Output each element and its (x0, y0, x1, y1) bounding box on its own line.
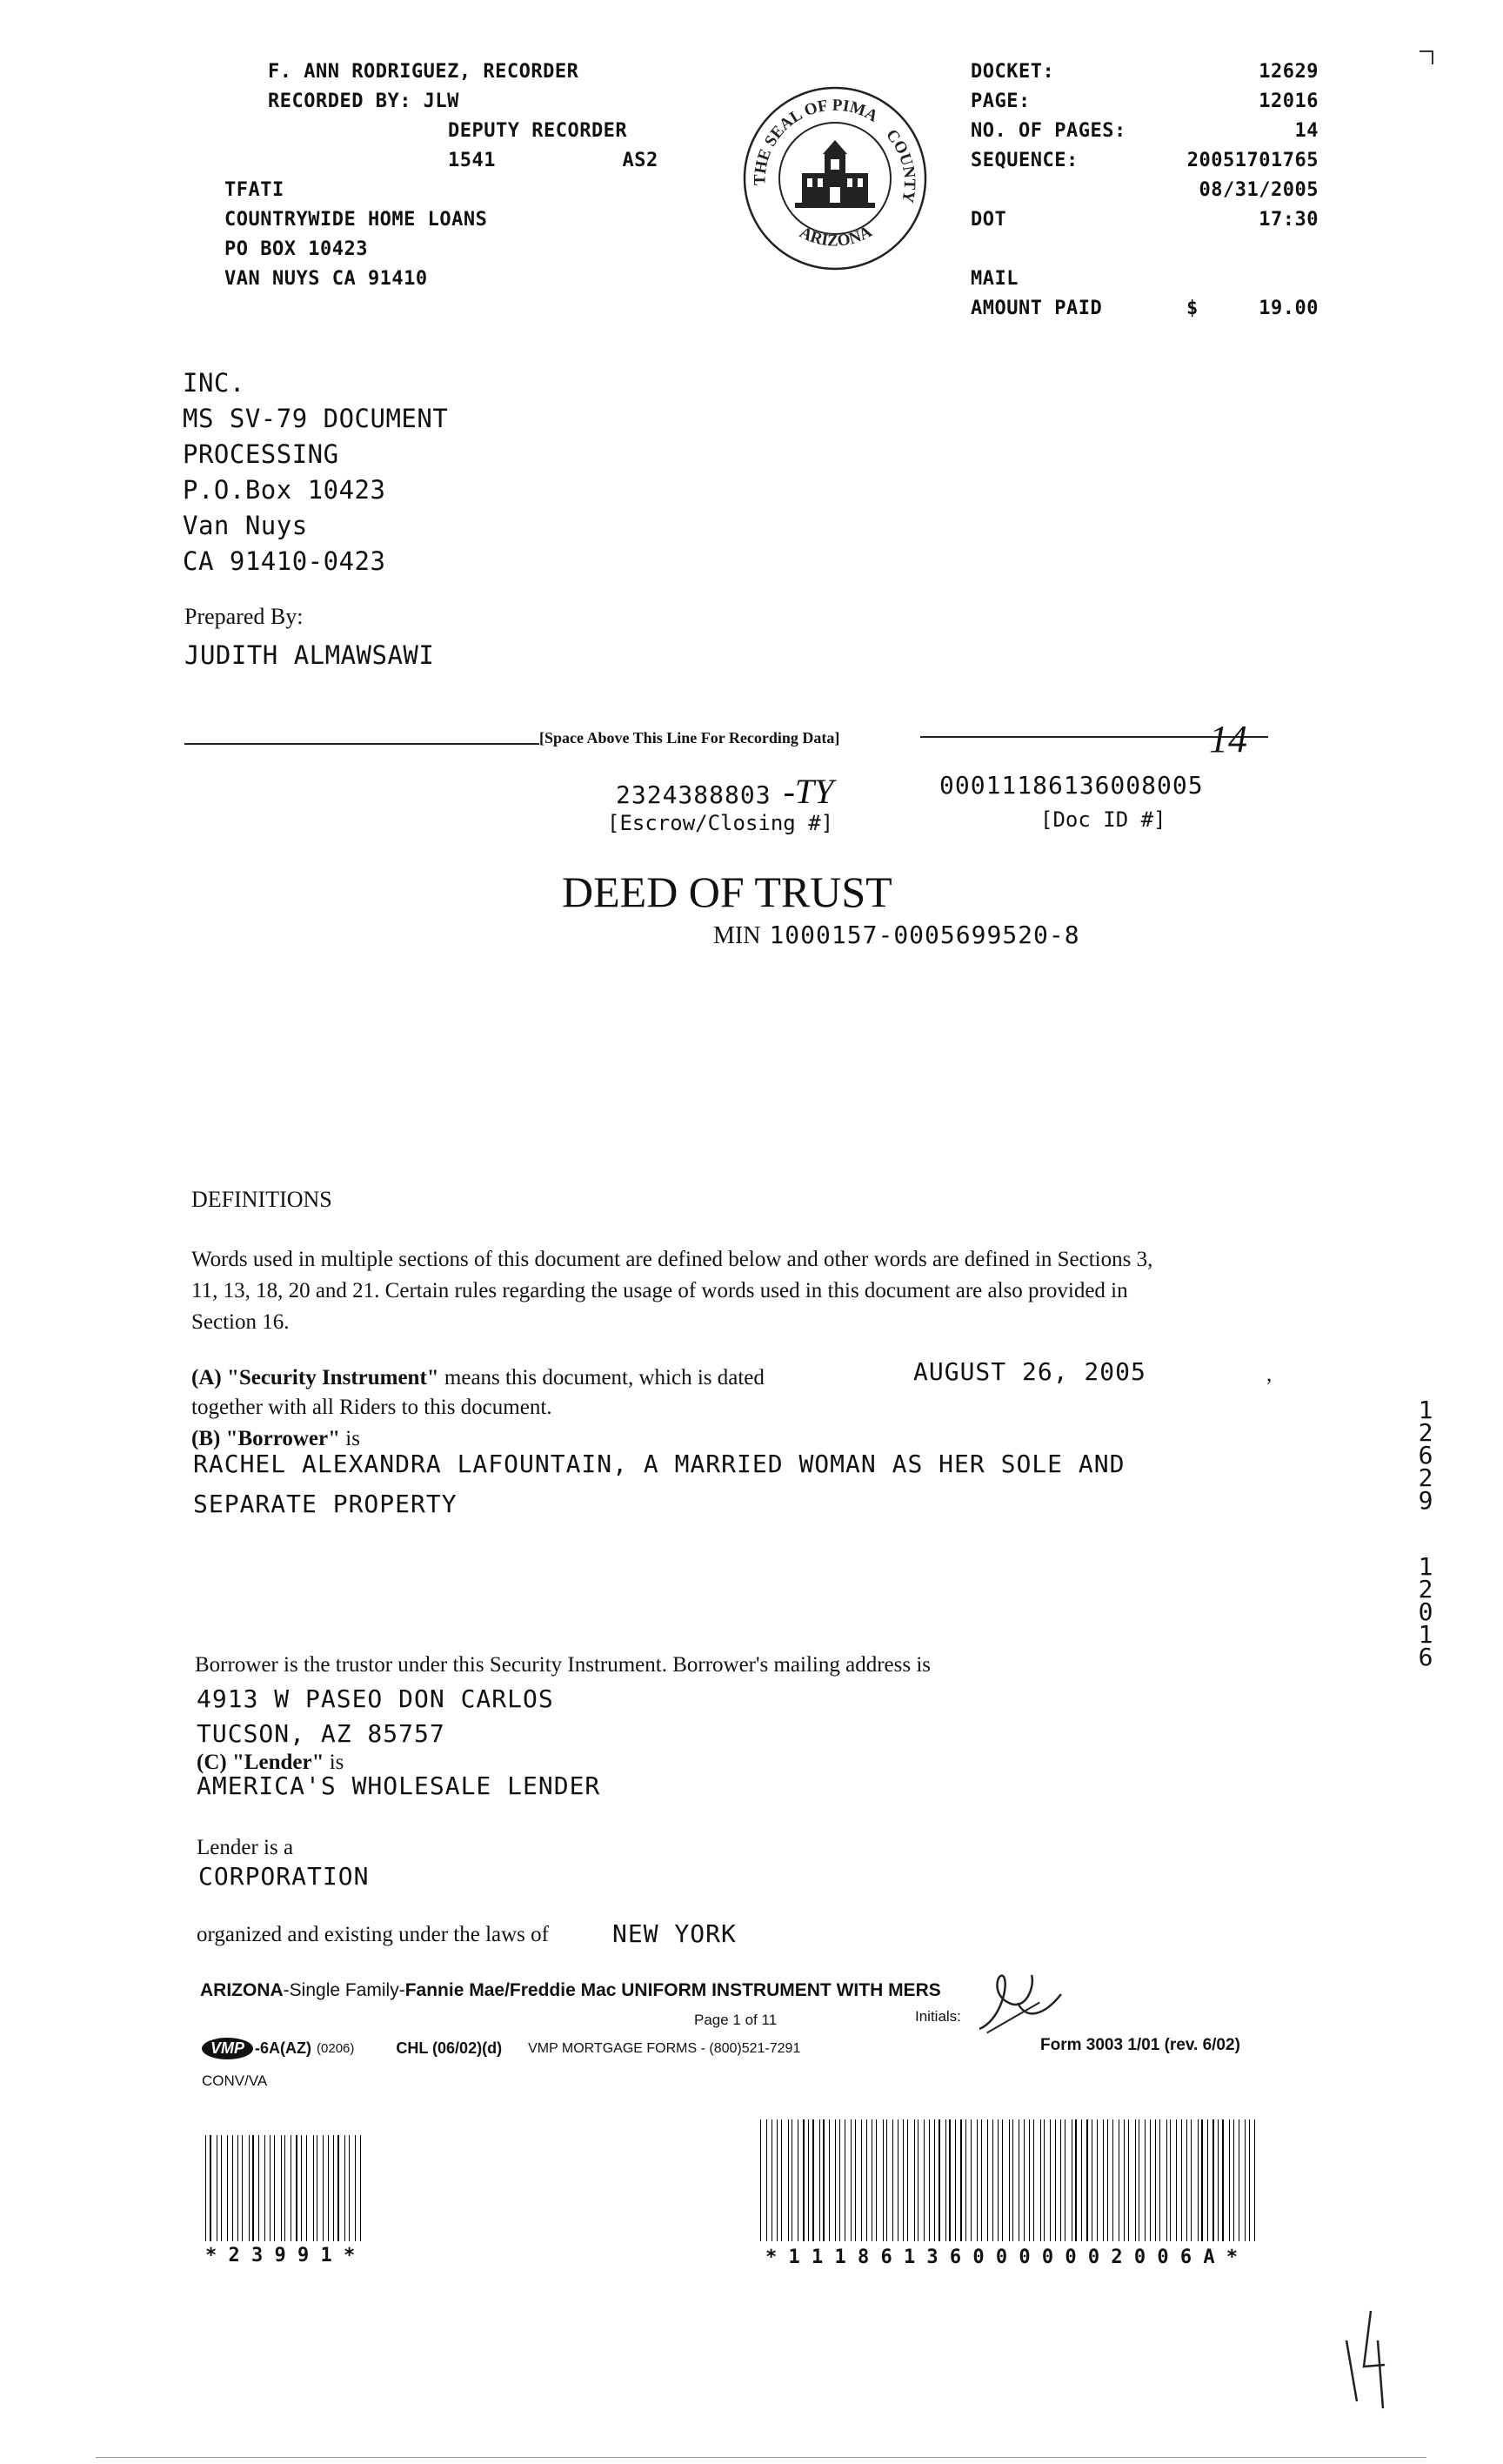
barcode-bar (1047, 2119, 1049, 2241)
barcode-bar (781, 2119, 782, 2241)
barcode-bar (1215, 2119, 1217, 2241)
recorder-name: F. ANN RODRIGUEZ, RECORDER (268, 61, 579, 83)
barcode-bar (208, 2135, 209, 2241)
form-number: Form 3003 1/01 (rev. 6/02) (1040, 2036, 1240, 2054)
barcode-bar (878, 2119, 880, 2241)
barcode-bar (1131, 2119, 1132, 2241)
return-line-4: P.O.Box 10423 (183, 475, 386, 505)
form-title-state: ARIZONA (200, 1980, 284, 2000)
signature-icon (974, 1968, 1070, 2038)
barcode-bar (330, 2135, 331, 2241)
return-line-2: MS SV-79 DOCUMENT (183, 404, 449, 433)
doc-id-label: [Doc ID #] (1040, 807, 1166, 832)
barcode-bar (1201, 2119, 1202, 2241)
barcode-bar (352, 2135, 354, 2241)
barcode-bar (1206, 2119, 1207, 2241)
barcode-bar (320, 2135, 322, 2241)
submitter-city: VAN NUYS CA 91410 (224, 268, 428, 290)
barcode-bar (789, 2119, 790, 2241)
barcode-bar (971, 2119, 972, 2241)
barcode-bar (874, 2119, 875, 2241)
barcode-bar (1097, 2119, 1098, 2241)
amount-row (971, 294, 1319, 324)
barcode-bar (1162, 2119, 1164, 2241)
lender-type: CORPORATION (198, 1862, 370, 1891)
barcode-bar (981, 2119, 982, 2241)
barcode-bar (823, 2119, 824, 2241)
barcode-bar (1024, 2119, 1025, 2241)
return-line-5: Van Nuys (183, 511, 308, 540)
barcode-bar (1041, 2119, 1042, 2241)
barcode-bar (992, 2119, 993, 2241)
definition-b-label: (B) "Borrower" (191, 1427, 340, 1450)
barcode-bar (795, 2119, 797, 2241)
barcode-bar (969, 2119, 970, 2241)
barcode-bar (272, 2135, 273, 2241)
recording-data (971, 57, 1319, 324)
barcode-bar (221, 2135, 222, 2241)
barcode-bar (1183, 2119, 1185, 2241)
lender-state: NEW YORK (612, 1919, 737, 1948)
delivery-method: MAIL (971, 268, 1019, 290)
recorder-code-1: 1541 (448, 150, 496, 171)
pages-label: NO. OF PAGES: (971, 120, 1126, 142)
escrow-suffix: -TY (783, 772, 834, 811)
barcode-bar (989, 2119, 990, 2241)
barcode-right (760, 2119, 1261, 2241)
handwritten-page-count: 14 (1209, 718, 1247, 760)
barcode-left-text: * 2 3 9 9 1 * (205, 2245, 356, 2266)
doc-type: DOT (971, 209, 1007, 231)
deputy-recorder: DEPUTY RECORDER (448, 120, 628, 142)
barcode-bar (960, 2119, 961, 2241)
barcode-bar (779, 2119, 780, 2241)
definition-c-is: is (329, 1751, 344, 1774)
pages-row (971, 117, 1319, 146)
definition-a-riders: together with all Riders to this document. (191, 1396, 552, 1419)
barcode-bar (760, 2119, 761, 2241)
chl-code: CHL (06/02)(d) (396, 2039, 503, 2057)
barcode-bar (805, 2119, 807, 2241)
recorder-code-2: AS2 (622, 150, 658, 171)
escrow-number: 2324388803 (616, 780, 772, 809)
barcode-bar (266, 2135, 268, 2241)
barcode-bar (958, 2119, 959, 2241)
barcode-bar (1221, 2119, 1222, 2241)
barcode-bar (921, 2119, 923, 2241)
sequence-label: SEQUENCE: (971, 150, 1079, 171)
barcode-bar (274, 2135, 275, 2241)
barcode-bar (1036, 2119, 1038, 2241)
corner-mark (1420, 50, 1433, 64)
borrower-address-1: 4913 W PASEO DON CARLOS (197, 1684, 554, 1713)
document-title: DEED OF TRUST (562, 867, 892, 916)
docket-value: 12629 (1259, 61, 1319, 83)
barcode-bar (1150, 2119, 1151, 2241)
barcode-bar (890, 2119, 892, 2241)
barcode-bar (1222, 2119, 1223, 2241)
svg-text:ARIZONA (797, 223, 875, 251)
barcode-bar (324, 2135, 325, 2241)
barcode-bar (1099, 2119, 1101, 2241)
barcode-bar (847, 2119, 849, 2241)
barcode-bar (773, 2119, 775, 2241)
amount-label: AMOUNT PAID (971, 298, 1103, 319)
vmp-logo-icon: VMP (202, 2038, 253, 2059)
trustor-text: Borrower is the trustor under this Security Instrument. Borrower's mailing address is (195, 1653, 932, 1677)
barcode-bar (931, 2119, 932, 2241)
barcode-bar (1193, 2119, 1195, 2241)
barcode-bar (1159, 2119, 1160, 2241)
page-bottom-edge (96, 2457, 1426, 2458)
barcode-bar (1245, 2119, 1246, 2241)
barcode-bar (1089, 2119, 1091, 2241)
seal-right-text: COUNTY (882, 125, 918, 204)
borrower-line-1: RACHEL ALEXANDRA LAFOUNTAIN, A MARRIED WOMAN AS HER SOLE AND (193, 1450, 1126, 1478)
seal-bottom-text: ARIZONA (796, 222, 875, 251)
return-line-3: PROCESSING (183, 439, 339, 469)
borrower-address-2: TUCSON, AZ 85757 (197, 1719, 445, 1748)
barcode-bar (242, 2135, 243, 2241)
barcode-bar (910, 2119, 912, 2241)
barcode-bar (963, 2119, 965, 2241)
intro-line-1: Words used in multiple sections of this document are defined below and other words are defined in Sections 3, (191, 1248, 1153, 1271)
method-row (971, 264, 1319, 294)
barcode-bar (252, 2135, 253, 2241)
barcode-bar (1120, 2119, 1122, 2241)
barcode-bar (328, 2135, 329, 2241)
barcode-bar (362, 2135, 364, 2241)
lender-name: AMERICA'S WHOLESALE LENDER (197, 1771, 601, 1800)
barcode-bar (1212, 2119, 1213, 2241)
barcode-bar (1136, 2119, 1137, 2241)
barcode-bar (1146, 2119, 1147, 2241)
side-docket-number: 12629 (1418, 1396, 1433, 1515)
barcode-bar (346, 2135, 347, 2241)
escrow-number-group (616, 771, 833, 812)
pima-county-seal (739, 83, 931, 274)
barcode-bar (349, 2135, 350, 2241)
separator-left (184, 743, 539, 745)
sequence-row (971, 146, 1319, 176)
definition-a (191, 1363, 765, 1394)
barcode-bar (309, 2135, 311, 2241)
barcode-bar (953, 2119, 955, 2241)
handwritten-bottom (1339, 2306, 1392, 2414)
barcode-bar (866, 2119, 867, 2241)
barcode-bar (1020, 2119, 1021, 2241)
barcode-bar (821, 2119, 822, 2241)
barcode-bar (1025, 2119, 1027, 2241)
barcode-bar (1167, 2119, 1168, 2241)
barcode-bar (1105, 2119, 1106, 2241)
return-address (183, 365, 448, 579)
seal-icon (739, 83, 931, 274)
barcode-bar (232, 2135, 233, 2241)
min-value: 1000157-0005699520-8 (769, 921, 1080, 949)
barcode-bar (1095, 2119, 1096, 2241)
space-above-text: [Space Above This Line For Recording Data] (539, 729, 840, 747)
barcode-bar (894, 2119, 895, 2241)
type-row (971, 205, 1319, 235)
barcode-bar (1111, 2119, 1112, 2241)
barcode-bar (1055, 2119, 1056, 2241)
barcode-bar (293, 2135, 294, 2241)
barcode-bar (886, 2119, 887, 2241)
handwritten-14-icon (1339, 2306, 1392, 2410)
barcode-bar (835, 2119, 836, 2241)
barcode-bar (341, 2135, 343, 2241)
barcode-bar (1075, 2119, 1076, 2241)
barcode-bar (1257, 2119, 1259, 2241)
form-title-instrument: Fannie Mae/Freddie Mac UNIFORM INSTRUMENT WITH MERS (404, 1980, 941, 2000)
barcode-bar (803, 2119, 804, 2241)
barcode-bar (985, 2119, 986, 2241)
barcode-bar (1158, 2119, 1159, 2241)
recorded-by: RECORDED BY: JLW (268, 90, 459, 112)
barcode-bar (929, 2119, 930, 2241)
barcode-bar (296, 2135, 297, 2241)
barcode-bar (1181, 2119, 1182, 2241)
barcode-bar (994, 2119, 996, 2241)
definitions-intro (191, 1244, 1152, 1338)
prepared-by-label: Prepared By: (184, 604, 304, 629)
barcode-bar (264, 2135, 265, 2241)
definition-a-text: means this document, which is dated (444, 1366, 765, 1389)
security-instrument-date: AUGUST 26, 2005 (913, 1357, 1146, 1386)
recording-date: 08/31/2005 (1199, 179, 1319, 201)
barcode-bar (816, 2119, 818, 2241)
barcode-bar (277, 2135, 278, 2241)
barcode-bar (1000, 2119, 1001, 2241)
barcode-bar (938, 2119, 939, 2241)
amount-value: 19.00 (1259, 298, 1319, 319)
barcode-bar (768, 2119, 769, 2241)
barcode-bar (1115, 2119, 1116, 2241)
barcode-bar (1002, 2119, 1003, 2241)
barcode-bar (1086, 2119, 1087, 2241)
submitter-company: COUNTRYWIDE HOME LOANS (224, 209, 488, 231)
intro-line-2: 11, 13, 18, 20 and 21. Certain rules regarding the usage of words used in this document are also provided in (191, 1279, 1128, 1302)
docket-label: DOCKET: (971, 61, 1055, 83)
barcode-bar (213, 2135, 215, 2241)
intro-line-3: Section 16. (191, 1310, 290, 1334)
barcode-bar (1254, 2119, 1255, 2241)
barcode-bar (949, 2119, 950, 2241)
submitter-pobox: PO BOX 10423 (224, 238, 368, 260)
prepared-by-name: JUDITH ALMAWSAWI (184, 640, 435, 670)
barcode-bar (261, 2135, 262, 2241)
form-title-type: -Single Family- (283, 1980, 405, 2000)
barcode-bar (288, 2135, 290, 2241)
barcode-right-text: * 1 1 1 8 6 1 3 6 0 0 0 0 0 0 2 0 0 6 A * (765, 2246, 1239, 2268)
barcode-bar (1067, 2119, 1069, 2241)
barcode-bar (257, 2135, 258, 2241)
conv-va: CONV/VA (202, 2072, 268, 2089)
form-code-date: (0206) (317, 2041, 355, 2056)
page-row (971, 87, 1319, 117)
sequence-value: 20051701765 (1186, 150, 1319, 171)
barcode-bar (858, 2119, 860, 2241)
recorder-codes (224, 146, 658, 176)
barcode-bar (876, 2119, 877, 2241)
page-info: Page 1 of 11 (694, 2012, 778, 2028)
barcode-bar (1012, 2119, 1013, 2241)
barcode-bar (298, 2135, 300, 2241)
barcode-bar (1063, 2119, 1064, 2241)
form-code: -6A(AZ) (255, 2039, 312, 2057)
return-line-1: INC. (183, 368, 245, 398)
barcode-bar (229, 2135, 230, 2241)
currency-sign: $ (1186, 298, 1199, 319)
vmp-row (202, 2038, 800, 2059)
barcode-bar (1152, 2119, 1153, 2241)
seal-top-text: THE SEAL OF PIMA (751, 96, 881, 186)
submitter-code: TFATI (224, 179, 284, 201)
barcode-bar (784, 2119, 785, 2241)
barcode-bar (884, 2119, 885, 2241)
barcode-bar (337, 2135, 338, 2241)
barcode-bar (915, 2119, 916, 2241)
barcode-bar (1178, 2119, 1179, 2241)
barcode-bar (947, 2119, 948, 2241)
barcode-bar (1084, 2119, 1085, 2241)
lender-is-a: Lender is a (197, 1836, 294, 1859)
barcode-bar (1233, 2119, 1234, 2241)
barcode-bar (907, 2119, 908, 2241)
barcode-bar (1252, 2119, 1253, 2241)
barcode-bar (905, 2119, 906, 2241)
definition-c-label: (C) "Lender" (197, 1751, 324, 1774)
barcode-bar (244, 2135, 246, 2241)
barcode-bar (827, 2119, 829, 2241)
barcode-bar (1073, 2119, 1074, 2241)
page-label: PAGE: (971, 90, 1031, 112)
barcode-bar (1005, 2119, 1006, 2241)
min-line (713, 921, 1080, 950)
barcode-bar (1126, 2119, 1127, 2241)
barcode-bar (863, 2119, 864, 2241)
barcode-bar (764, 2119, 765, 2241)
recording-time: 17:30 (1259, 209, 1319, 231)
side-page-number: 12016 (1418, 1552, 1433, 1671)
barcode-bar (1044, 2119, 1045, 2241)
date-comma: , (1266, 1363, 1273, 1386)
barcode-bar (1226, 2119, 1227, 2241)
barcode-bar (234, 2135, 236, 2241)
barcode-bar (1189, 2119, 1190, 2241)
organized-text: organized and existing under the laws of (197, 1923, 549, 1946)
min-label: MIN (713, 922, 761, 949)
date-row (971, 176, 1319, 205)
barcode-bar (800, 2119, 801, 2241)
definition-b-is: is (345, 1427, 360, 1450)
barcode-bar (1079, 2119, 1081, 2241)
spacer-row (971, 235, 1319, 264)
barcode-bar (282, 2135, 283, 2241)
pages-value: 14 (1294, 120, 1319, 142)
vmp-forms-phone: VMP MORTGAGE FORMS - (800)521-7291 (528, 2040, 801, 2056)
barcode-bar (1107, 2119, 1108, 2241)
definition-a-label: (A) "Security Instrument" (191, 1366, 439, 1389)
barcode-bar (837, 2119, 838, 2241)
barcode-bar (1246, 2119, 1248, 2241)
barcode-bar (843, 2119, 844, 2241)
barcode-bar (812, 2119, 813, 2241)
barcode-bar (1033, 2119, 1034, 2241)
borrower-line-2: SEPARATE PROPERTY (193, 1490, 458, 1518)
barcode-bar (942, 2119, 944, 2241)
barcode-bar (304, 2135, 305, 2241)
recorder-block (224, 57, 658, 294)
barcode-bar (868, 2119, 870, 2241)
barcode-bar (1210, 2119, 1211, 2241)
barcode-bar (1142, 2119, 1144, 2241)
docket-row (971, 57, 1319, 87)
barcode-bar (855, 2119, 856, 2241)
form-title (200, 1980, 941, 2001)
page-value: 12016 (1259, 90, 1319, 112)
barcode-bar (1191, 2119, 1192, 2241)
escrow-label: [Escrow/Closing #] (607, 811, 834, 835)
doc-id: 00011186136008005 (939, 771, 1204, 800)
barcode-bar (899, 2119, 901, 2241)
barcode-bar (360, 2135, 361, 2241)
barcode-bar (240, 2135, 241, 2241)
barcode-bar (314, 2135, 315, 2241)
barcode-bar (1173, 2119, 1175, 2241)
barcode-bar (284, 2135, 285, 2241)
barcode-bar (1231, 2119, 1232, 2241)
return-line-6: CA 91410-0423 (183, 546, 386, 576)
barcode-bar (852, 2119, 853, 2241)
initials-label: Initials: (915, 2008, 961, 2025)
barcode-bar (1241, 2119, 1242, 2241)
barcode-bar (1057, 2119, 1059, 2241)
barcode-bar (1170, 2119, 1171, 2241)
barcode-bar (973, 2119, 975, 2241)
barcode-left (205, 2135, 365, 2241)
svg-text:COUNTY (882, 126, 918, 204)
barcode-bar (224, 2135, 226, 2241)
barcode-bar (925, 2119, 926, 2241)
barcode-bar (218, 2135, 219, 2241)
barcode-bar (1237, 2119, 1239, 2241)
barcode-bar (1010, 2119, 1011, 2241)
definitions-heading: DEFINITIONS (191, 1187, 332, 1212)
svg-text:THE SEAL OF PIMA (752, 97, 881, 185)
barcode-bar (306, 2135, 307, 2241)
barcode-bar (1128, 2119, 1129, 2241)
barcode-bar (1016, 2119, 1018, 2241)
